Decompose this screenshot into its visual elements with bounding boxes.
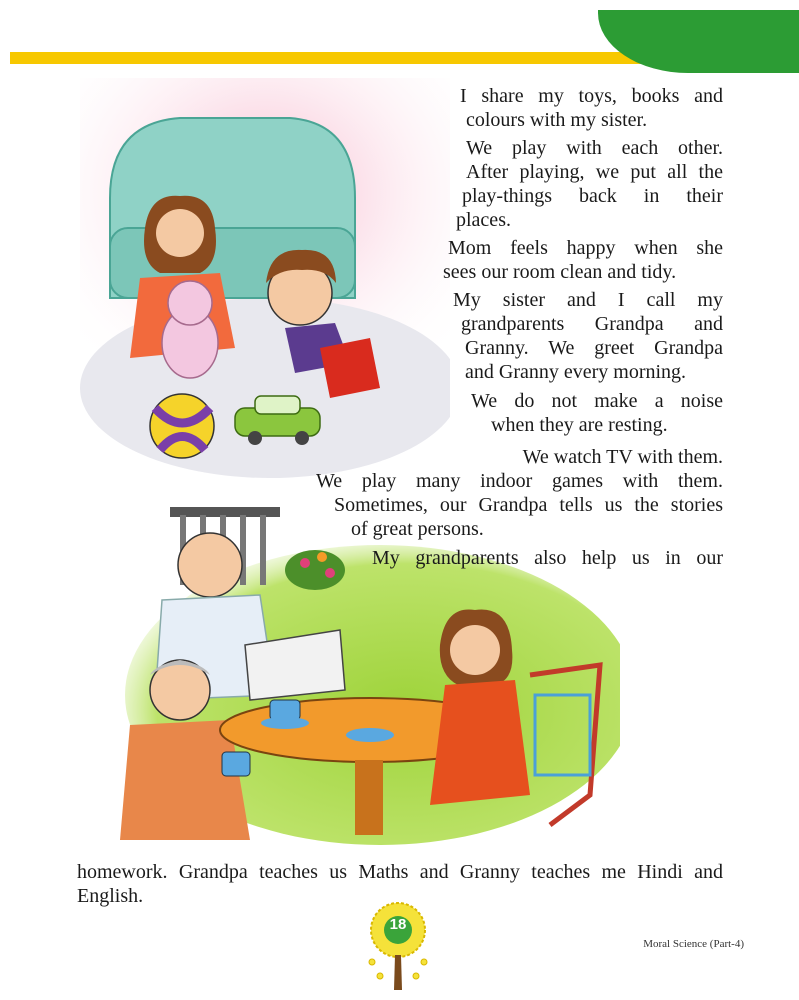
paragraph-line: My grandparents also help us in our: [372, 547, 723, 569]
paragraph-line: Mom feels happy when she: [448, 237, 723, 259]
paragraph-line: places.: [456, 209, 511, 231]
paragraph-line: We do not make a noise: [471, 390, 723, 412]
book-title: Moral Science (Part-4): [643, 938, 744, 950]
paragraph-line: We play with each other.: [466, 137, 723, 159]
paragraph-line: After playing, we put all the: [466, 161, 723, 183]
children-playing-illustration: [70, 78, 450, 478]
paragraph-line: grandparents Grandpa and: [461, 313, 723, 335]
paragraph-line: sees our room clean and tidy.: [443, 261, 677, 283]
paragraph-line: Granny. We greet Grandpa: [465, 337, 723, 359]
paragraph-line: We watch TV with them.: [522, 446, 723, 468]
paragraph-line: colours with my sister.: [466, 109, 648, 131]
paragraph-line: My sister and I call my: [453, 289, 723, 311]
paragraph-line: homework. Grandpa teaches us Maths and Granny teaches me Hindi and: [77, 861, 723, 883]
paragraph-line: of great persons.: [351, 518, 484, 540]
paragraph-line: when they are resting.: [491, 414, 668, 436]
page-number: 18: [389, 916, 407, 933]
header-yellow-bar: [10, 52, 710, 64]
paragraph-line: and Granny every morning.: [465, 361, 687, 383]
paragraph-line: Sometimes, our Grandpa tells us the stories: [334, 494, 723, 516]
paragraph-line: I share my toys, books and: [460, 85, 723, 107]
paragraph-line: English.: [77, 885, 144, 907]
paragraph-line: play-things back in their: [462, 185, 723, 207]
page-number-sun-icon: [352, 900, 442, 995]
paragraph-line: We play many indoor games with them.: [316, 470, 723, 492]
